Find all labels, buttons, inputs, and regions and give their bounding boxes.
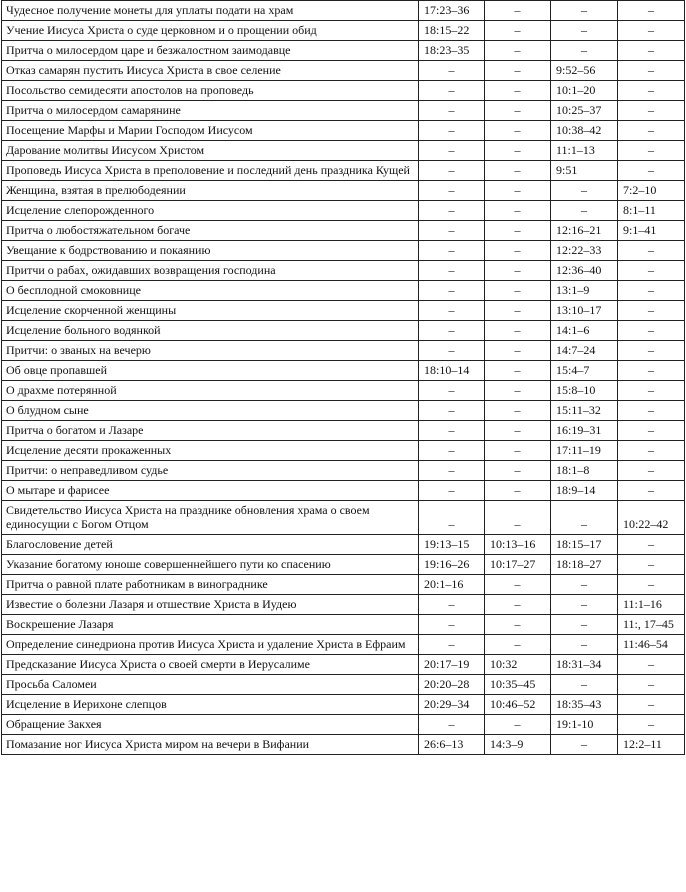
event-cell: О бесплодной смоковнице [2, 281, 419, 301]
event-cell: Проповедь Иисуса Христа в преполовение и последний день праздника Кущей [2, 161, 419, 181]
matthew-cell: – [419, 441, 485, 461]
matthew-cell: – [419, 121, 485, 141]
john-cell: – [618, 401, 685, 421]
table-row [2, 61, 685, 81]
mark-cell: – [485, 81, 551, 101]
john-cell: – [618, 381, 685, 401]
mark-cell: – [485, 61, 551, 81]
matthew-cell: 20:20–28 [419, 675, 485, 695]
table-row [2, 301, 685, 321]
matthew-cell: – [419, 221, 485, 241]
john-cell: – [618, 695, 685, 715]
matthew-cell: – [419, 341, 485, 361]
matthew-cell: 19:16–26 [419, 555, 485, 575]
table-row [2, 715, 685, 735]
mark-cell: – [485, 635, 551, 655]
matthew-cell: – [419, 201, 485, 221]
table-body [2, 1, 685, 755]
event-cell: О драхме потерянной [2, 381, 419, 401]
mark-cell: – [485, 201, 551, 221]
table-row [2, 281, 685, 301]
matthew-cell: – [419, 181, 485, 201]
matthew-cell: 20:17–19 [419, 655, 485, 675]
event-cell: Притчи о рабах, ожидавших возвращения господина [2, 261, 419, 281]
event-cell: Благословение детей [2, 535, 419, 555]
john-cell: – [618, 341, 685, 361]
mark-cell: – [485, 501, 551, 535]
mark-cell: – [485, 281, 551, 301]
john-cell: – [618, 421, 685, 441]
event-cell: Притча о милосердом самарянине [2, 101, 419, 121]
matthew-cell: 18:10–14 [419, 361, 485, 381]
john-cell: – [618, 261, 685, 281]
event-cell: Дарование молитвы Иисусом Христом [2, 141, 419, 161]
mark-cell: – [485, 241, 551, 261]
luke-cell: 15:11–32 [551, 401, 618, 421]
john-cell: – [618, 301, 685, 321]
luke-cell: 9:52–56 [551, 61, 618, 81]
mark-cell: – [485, 181, 551, 201]
mark-cell: – [485, 41, 551, 61]
event-cell: Определение синедриона против Иисуса Христа и удаление Христа в Ефраим [2, 635, 419, 655]
luke-cell: 18:35–43 [551, 695, 618, 715]
event-cell: Исцеление скорченной женщины [2, 301, 419, 321]
luke-cell: 18:31–34 [551, 655, 618, 675]
event-cell: О мытаре и фарисее [2, 481, 419, 501]
john-cell: 12:2–11 [618, 735, 685, 755]
table-row [2, 441, 685, 461]
luke-cell: – [551, 181, 618, 201]
luke-cell: 14:7–24 [551, 341, 618, 361]
table-row [2, 41, 685, 61]
luke-cell: 16:19–31 [551, 421, 618, 441]
matthew-cell: – [419, 161, 485, 181]
luke-cell: 18:9–14 [551, 481, 618, 501]
luke-cell: – [551, 21, 618, 41]
john-cell: – [618, 575, 685, 595]
mark-cell: – [485, 575, 551, 595]
table-row [2, 575, 685, 595]
luke-cell: 14:1–6 [551, 321, 618, 341]
matthew-cell: – [419, 321, 485, 341]
john-cell: 8:1–11 [618, 201, 685, 221]
john-cell: – [618, 535, 685, 555]
luke-cell: 19:1-10 [551, 715, 618, 735]
table-row [2, 261, 685, 281]
mark-cell: – [485, 161, 551, 181]
table-row [2, 101, 685, 121]
table-row [2, 361, 685, 381]
event-cell: Притча о любостяжательном богаче [2, 221, 419, 241]
luke-cell: 15:4–7 [551, 361, 618, 381]
mark-cell: – [485, 221, 551, 241]
table-row [2, 501, 685, 535]
event-cell: Учение Иисуса Христа о суде церковном и о прощении обид [2, 21, 419, 41]
mark-cell: – [485, 121, 551, 141]
john-cell: – [618, 241, 685, 261]
luke-cell: 10:38–42 [551, 121, 618, 141]
matthew-cell: – [419, 401, 485, 421]
luke-cell: 18:15–17 [551, 535, 618, 555]
luke-cell: – [551, 615, 618, 635]
table-row [2, 615, 685, 635]
page [1, 0, 684, 755]
matthew-cell: – [419, 635, 485, 655]
matthew-cell: – [419, 501, 485, 535]
matthew-cell: – [419, 595, 485, 615]
event-cell: Притчи: о званых на вечерю [2, 341, 419, 361]
event-cell: Притча о равной плате работникам в винограднике [2, 575, 419, 595]
john-cell: – [618, 361, 685, 381]
luke-cell: – [551, 41, 618, 61]
matthew-cell: – [419, 281, 485, 301]
mark-cell: – [485, 441, 551, 461]
event-cell: Просьба Саломеи [2, 675, 419, 695]
luke-cell: – [551, 575, 618, 595]
john-cell: – [618, 281, 685, 301]
mark-cell: – [485, 361, 551, 381]
mark-cell: 10:13–16 [485, 535, 551, 555]
event-cell: Чудесное получение монеты для уплаты подати на храм [2, 1, 419, 21]
event-cell: Свидетельство Иисуса Христа на празднике обновления храма о своем единосущии с Богом Отцом [2, 501, 419, 535]
table-row [2, 81, 685, 101]
luke-cell: 13:1–9 [551, 281, 618, 301]
mark-cell: – [485, 141, 551, 161]
luke-cell: 15:8–10 [551, 381, 618, 401]
mark-cell: – [485, 461, 551, 481]
mark-cell: – [485, 321, 551, 341]
event-cell: Исцеление в Иерихоне слепцов [2, 695, 419, 715]
event-cell: Женщина, взятая в прелюбодеянии [2, 181, 419, 201]
gospel-concordance-table [1, 0, 685, 755]
mark-cell: – [485, 381, 551, 401]
mark-cell: – [485, 101, 551, 121]
luke-cell: – [551, 735, 618, 755]
table-row [2, 481, 685, 501]
mark-cell: – [485, 1, 551, 21]
event-cell: Посольство семидесяти апостолов на проповедь [2, 81, 419, 101]
mark-cell: – [485, 401, 551, 421]
event-cell: Предсказание Иисуса Христа о своей смерти в Иерусалиме [2, 655, 419, 675]
john-cell: – [618, 21, 685, 41]
matthew-cell: – [419, 481, 485, 501]
john-cell: 9:1–41 [618, 221, 685, 241]
event-cell: Известие о болезни Лазаря и отшествие Христа в Иудею [2, 595, 419, 615]
matthew-cell: – [419, 261, 485, 281]
table-row [2, 635, 685, 655]
luke-cell: 18:1–8 [551, 461, 618, 481]
john-cell: 11:1–16 [618, 595, 685, 615]
luke-cell: – [551, 595, 618, 615]
luke-cell: 18:18–27 [551, 555, 618, 575]
mark-cell: 10:35–45 [485, 675, 551, 695]
matthew-cell: – [419, 461, 485, 481]
event-cell: Исцеление слепорожденного [2, 201, 419, 221]
event-cell: Увещание к бодрствованию и покаянию [2, 241, 419, 261]
matthew-cell: – [419, 101, 485, 121]
john-cell: – [618, 141, 685, 161]
luke-cell: 12:36–40 [551, 261, 618, 281]
event-cell: Притчи: о неправедливом судье [2, 461, 419, 481]
matthew-cell: – [419, 715, 485, 735]
john-cell: – [618, 121, 685, 141]
john-cell: – [618, 441, 685, 461]
table-row [2, 535, 685, 555]
luke-cell: 11:1–13 [551, 141, 618, 161]
table-row [2, 735, 685, 755]
mark-cell: – [485, 421, 551, 441]
mark-cell: 10:17–27 [485, 555, 551, 575]
john-cell: 10:22–42 [618, 501, 685, 535]
matthew-cell: 17:23–36 [419, 1, 485, 21]
event-cell: Исцеление десяти прокаженных [2, 441, 419, 461]
mark-cell: – [485, 595, 551, 615]
table-row [2, 595, 685, 615]
table-row [2, 141, 685, 161]
event-cell: Воскрешение Лазаря [2, 615, 419, 635]
luke-cell: – [551, 501, 618, 535]
table-row [2, 181, 685, 201]
matthew-cell: 18:15–22 [419, 21, 485, 41]
mark-cell: 10:32 [485, 655, 551, 675]
luke-cell: 10:25–37 [551, 101, 618, 121]
table-row [2, 675, 685, 695]
mark-cell: – [485, 341, 551, 361]
matthew-cell: – [419, 241, 485, 261]
table-row [2, 161, 685, 181]
table-row [2, 341, 685, 361]
table-row [2, 421, 685, 441]
john-cell: 11:46–54 [618, 635, 685, 655]
table-row [2, 401, 685, 421]
mark-cell: – [485, 615, 551, 635]
luke-cell: 9:51 [551, 161, 618, 181]
matthew-cell: 20:29–34 [419, 695, 485, 715]
luke-cell: – [551, 675, 618, 695]
john-cell: – [618, 161, 685, 181]
john-cell: 7:2–10 [618, 181, 685, 201]
matthew-cell: 18:23–35 [419, 41, 485, 61]
matthew-cell: – [419, 421, 485, 441]
mark-cell: – [485, 21, 551, 41]
luke-cell: 17:11–19 [551, 441, 618, 461]
event-cell: Отказ самарян пустить Иисуса Христа в свое селение [2, 61, 419, 81]
john-cell: – [618, 461, 685, 481]
john-cell: – [618, 81, 685, 101]
john-cell: – [618, 41, 685, 61]
luke-cell: 13:10–17 [551, 301, 618, 321]
john-cell: – [618, 555, 685, 575]
mark-cell: 10:46–52 [485, 695, 551, 715]
table-row [2, 201, 685, 221]
mark-cell: – [485, 301, 551, 321]
luke-cell: – [551, 635, 618, 655]
john-cell: – [618, 481, 685, 501]
table-row [2, 321, 685, 341]
table-row [2, 555, 685, 575]
matthew-cell: – [419, 301, 485, 321]
table-row [2, 655, 685, 675]
event-cell: Помазание ног Иисуса Христа миром на вечери в Вифании [2, 735, 419, 755]
mark-cell: – [485, 715, 551, 735]
table-row [2, 461, 685, 481]
john-cell: – [618, 1, 685, 21]
matthew-cell: – [419, 615, 485, 635]
john-cell: – [618, 61, 685, 81]
john-cell: – [618, 321, 685, 341]
event-cell: Посещение Марфы и Марии Господом Иисусом [2, 121, 419, 141]
luke-cell: – [551, 1, 618, 21]
matthew-cell: – [419, 381, 485, 401]
luke-cell: 12:16–21 [551, 221, 618, 241]
table-row [2, 221, 685, 241]
mark-cell: – [485, 261, 551, 281]
matthew-cell: 26:6–13 [419, 735, 485, 755]
luke-cell: – [551, 201, 618, 221]
event-cell: Притча о богатом и Лазаре [2, 421, 419, 441]
john-cell: – [618, 675, 685, 695]
matthew-cell: – [419, 81, 485, 101]
john-cell: 11:, 17–45 [618, 615, 685, 635]
matthew-cell: 19:13–15 [419, 535, 485, 555]
luke-cell: 12:22–33 [551, 241, 618, 261]
event-cell: Исцеление больного водянкой [2, 321, 419, 341]
mark-cell: 14:3–9 [485, 735, 551, 755]
table-row [2, 381, 685, 401]
table-row [2, 1, 685, 21]
table-row [2, 695, 685, 715]
event-cell: О блудном сыне [2, 401, 419, 421]
john-cell: – [618, 101, 685, 121]
matthew-cell: 20:1–16 [419, 575, 485, 595]
event-cell: Указание богатому юноше совершеннейшего пути ко спасению [2, 555, 419, 575]
luke-cell: 10:1–20 [551, 81, 618, 101]
event-cell: Притча о милосердом царе и безжалостном заимодавце [2, 41, 419, 61]
matthew-cell: – [419, 141, 485, 161]
john-cell: – [618, 655, 685, 675]
event-cell: Обращение Закхея [2, 715, 419, 735]
event-cell: Об овце пропавшей [2, 361, 419, 381]
table-row [2, 21, 685, 41]
matthew-cell: – [419, 61, 485, 81]
mark-cell: – [485, 481, 551, 501]
table-row [2, 121, 685, 141]
john-cell: – [618, 715, 685, 735]
table-row [2, 241, 685, 261]
